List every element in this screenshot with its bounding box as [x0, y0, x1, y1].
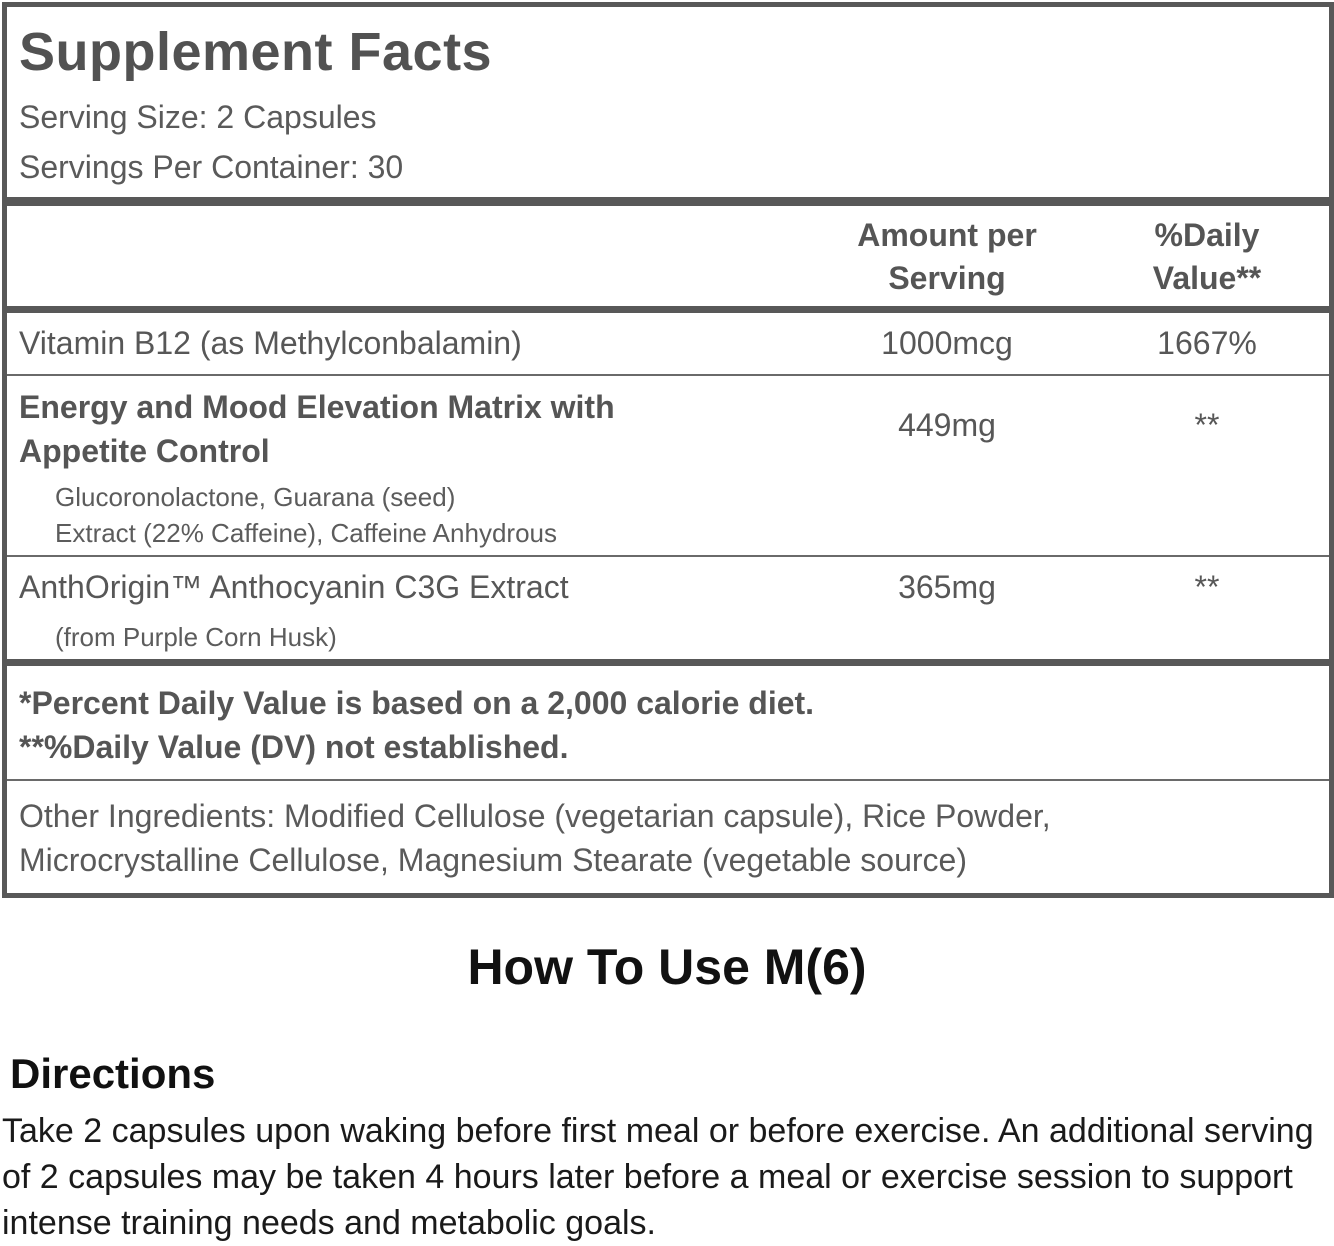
amount-header-line2: Serving — [888, 260, 1006, 296]
dv-header-line1: %Daily — [1154, 217, 1260, 253]
amount-header-line1: Amount per — [857, 217, 1037, 253]
row-energy-matrix-dv: ** — [1194, 407, 1220, 443]
how-to-use-heading: How To Use M(6) — [467, 939, 867, 995]
supplement-facts-panel — [2, 2, 1334, 898]
footnote-percent-daily-value: *Percent Daily Value is based on a 2,000 calorie diet. — [19, 685, 815, 721]
directions-text: Take 2 capsules upon waking before first meal or before exercise. An additional serving of 2 capsules may be taken 4 hours later before a meal or exercise session to support intense training needs and metabolic goals. — [2, 1112, 1314, 1242]
amount-column-header — [827, 214, 1067, 300]
row-anthorigin-dv: ** — [1194, 569, 1220, 605]
daily-value-column-header — [1117, 214, 1297, 300]
row-energy-matrix-detail — [55, 479, 557, 551]
ingredients-divider — [7, 659, 1329, 666]
serving-size: Serving Size: 2 Capsules — [19, 99, 377, 135]
facts-header — [7, 7, 1329, 197]
column-header-divider — [7, 306, 1329, 313]
directions-heading: Directions — [10, 1050, 216, 1097]
row-energy-matrix-name — [19, 385, 615, 473]
row-vitamin-b12-amount: 1000mcg — [881, 325, 1013, 361]
row-divider — [7, 555, 1329, 557]
header-divider — [7, 197, 1329, 206]
row-anthorigin-amount: 365mg — [898, 569, 996, 605]
footnote-divider — [7, 779, 1329, 781]
row-vitamin-b12-name: Vitamin B12 (as Methylconbalamin) — [19, 325, 522, 361]
energy-matrix-detail-line2: Extract (22% Caffeine), Caffeine Anhydrous — [55, 518, 557, 548]
dv-header-line2: Value** — [1152, 260, 1262, 296]
energy-matrix-name-line2: Appetite Control — [19, 433, 270, 469]
row-energy-matrix-amount: 449mg — [898, 407, 996, 443]
row-anthorigin-detail: (from Purple Corn Husk) — [55, 622, 337, 652]
row-divider — [7, 374, 1329, 376]
other-ingredients-line2: Microcrystalline Cellulose, Magnesium Stearate (vegetable source) — [19, 842, 967, 878]
servings-per-container: Servings Per Container: 30 — [19, 149, 404, 185]
footnote-dv-not-established: **%Daily Value (DV) not established. — [19, 729, 569, 765]
energy-matrix-detail-line1: Glucoronolactone, Guarana (seed) — [55, 482, 456, 512]
other-ingredients-line1: Other Ingredients: Modified Cellulose (vegetarian capsule), Rice Powder, — [19, 798, 1051, 834]
row-vitamin-b12-dv: 1667% — [1157, 325, 1257, 361]
facts-title: Supplement Facts — [19, 22, 493, 82]
energy-matrix-name-line1: Energy and Mood Elevation Matrix with — [19, 389, 615, 425]
row-anthorigin-name: AnthOrigin™ Anthocyanin C3G Extract — [19, 569, 569, 605]
